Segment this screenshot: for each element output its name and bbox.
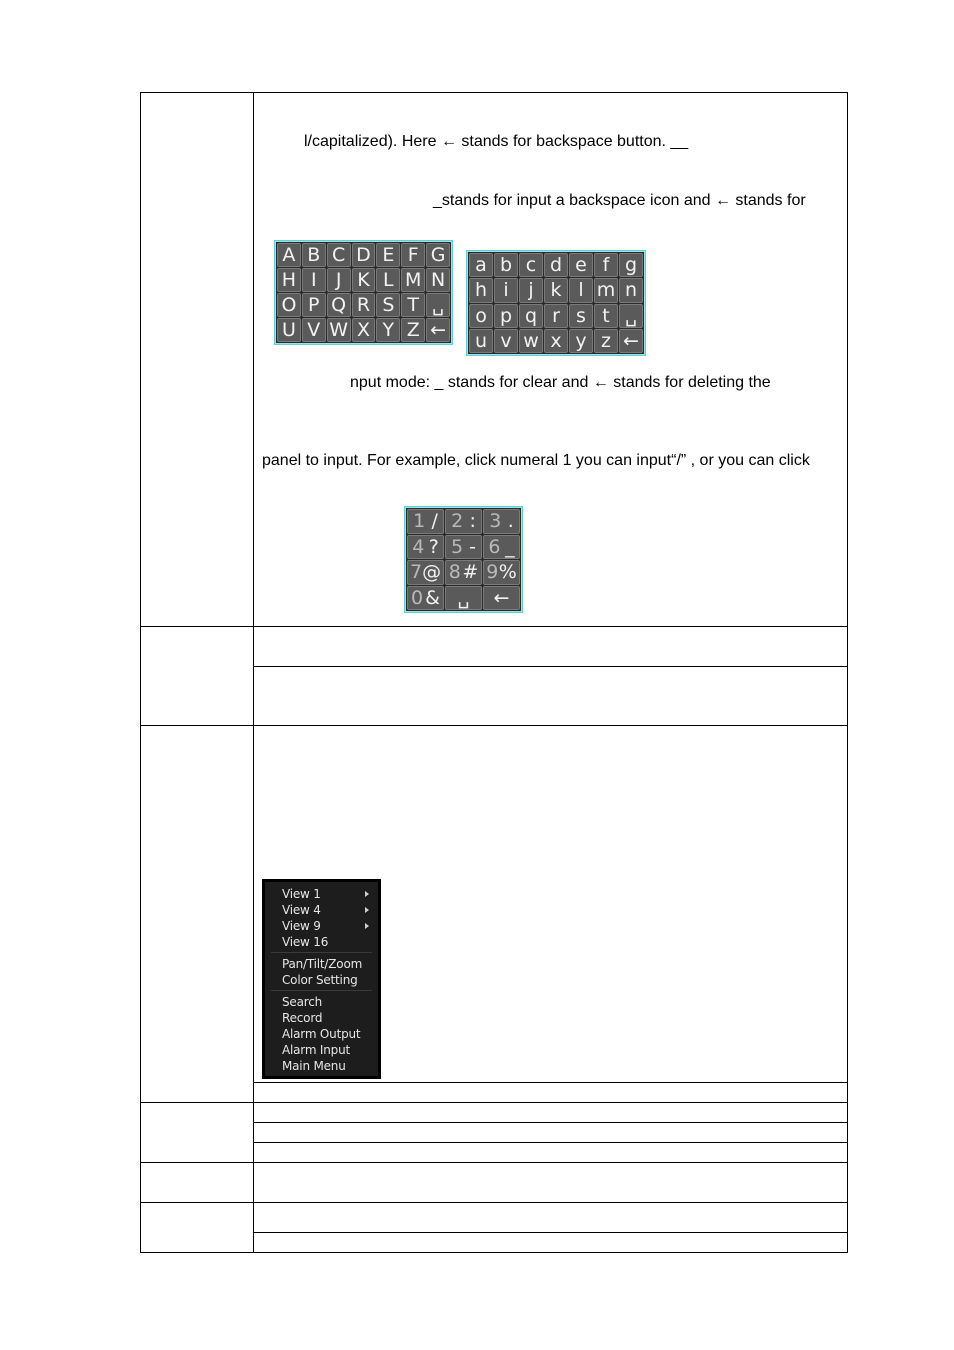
text-line-input-mode: nput mode: _ stands for clear and ← stands for deleting the — [350, 374, 771, 391]
key-primary-char: 7 — [410, 561, 423, 584]
key-T[interactable]: T — [401, 293, 425, 317]
key-B[interactable]: B — [302, 243, 326, 267]
key-3[interactable] — [483, 509, 520, 534]
key-I[interactable]: I — [302, 268, 326, 292]
key-X[interactable]: X — [352, 318, 376, 342]
key-space[interactable]: ␣ — [426, 293, 450, 317]
key-P[interactable]: P — [302, 293, 326, 317]
numeric-keyboard-panel — [404, 506, 523, 613]
key-v[interactable]: v — [494, 329, 518, 353]
menu-separator — [271, 952, 372, 953]
menu-item-label: Alarm Input — [282, 1043, 350, 1057]
key-e[interactable]: e — [569, 253, 593, 277]
key-C[interactable]: C — [327, 243, 351, 267]
key-space[interactable]: ␣ — [619, 304, 643, 328]
context-menu-list — [265, 882, 378, 1076]
text-line-backspace-icon: _stands for input a backspace icon and ← stands for — [433, 192, 806, 209]
menu-item-label: Color Setting — [282, 973, 358, 987]
key-j[interactable]: j — [519, 278, 543, 302]
key-primary-char: 9 — [486, 561, 499, 584]
key-N[interactable]: N — [426, 268, 450, 292]
menu-item-label: View 1 — [282, 887, 321, 901]
row-border — [140, 626, 848, 627]
menu-item-label: View 16 — [282, 935, 329, 949]
key-8[interactable] — [445, 560, 482, 585]
menu-item-view-4[interactable] — [265, 902, 378, 918]
key-J[interactable]: J — [327, 268, 351, 292]
key-5[interactable] — [445, 535, 482, 560]
menu-item-main-menu[interactable] — [265, 1058, 378, 1074]
lowercase-keyboard-panel — [466, 250, 646, 356]
key-l[interactable]: l — [569, 278, 593, 302]
key-secondary-char: . — [507, 510, 514, 533]
key-secondary-char: ← — [493, 586, 510, 609]
key-space[interactable] — [445, 586, 482, 611]
row-border — [253, 1142, 848, 1143]
row-border — [140, 1202, 848, 1203]
key-Y[interactable]: Y — [376, 318, 400, 342]
row-border — [140, 1162, 848, 1163]
key-W[interactable]: W — [327, 318, 351, 342]
key-z[interactable]: z — [594, 329, 618, 353]
key-S[interactable]: S — [376, 293, 400, 317]
key-w[interactable]: w — [519, 329, 543, 353]
key-x[interactable]: x — [544, 329, 568, 353]
menu-item-pan-tilt-zoom[interactable] — [265, 956, 378, 972]
text-line-capitalized: l/capitalized). Here ← stands for backspace button. __ — [304, 133, 689, 150]
key-9[interactable] — [483, 560, 520, 585]
key-d[interactable]: d — [544, 253, 568, 277]
key-i[interactable]: i — [494, 278, 518, 302]
key-o[interactable]: o — [469, 304, 493, 328]
key-primary-char: 6 — [488, 535, 501, 558]
menu-item-label: Record — [282, 1011, 323, 1025]
key-secondary-char: @ — [422, 561, 442, 584]
menu-item-search[interactable] — [265, 994, 378, 1010]
menu-item-label: View 4 — [282, 903, 321, 917]
key-U[interactable]: U — [277, 318, 301, 342]
key-F[interactable]: F — [401, 243, 425, 267]
key-secondary-char: : — [469, 510, 476, 533]
key-k[interactable]: k — [544, 278, 568, 302]
row-border — [140, 1252, 848, 1253]
key-2[interactable] — [445, 509, 482, 534]
key-b[interactable]: b — [494, 253, 518, 277]
menu-item-alarm-input[interactable] — [265, 1042, 378, 1058]
key-primary-char: 1 — [413, 510, 426, 533]
menu-item-view-16[interactable] — [265, 934, 378, 950]
key-q[interactable]: q — [519, 304, 543, 328]
row-border — [253, 1122, 848, 1123]
row-border — [253, 1232, 848, 1233]
key-primary-char: 8 — [448, 561, 461, 584]
key-E[interactable]: E — [376, 243, 400, 267]
menu-item-label: View 9 — [282, 919, 321, 933]
uppercase-keyboard-panel — [274, 240, 453, 345]
column-border — [253, 92, 254, 1253]
submenu-arrow-icon — [365, 907, 369, 913]
key-R[interactable]: R — [352, 293, 376, 317]
key-h[interactable]: h — [469, 278, 493, 302]
row-border — [140, 92, 848, 93]
key-backspace[interactable] — [483, 586, 520, 611]
key-primary-char: 5 — [451, 535, 464, 558]
key-primary-char: 3 — [489, 510, 502, 533]
key-1[interactable] — [407, 509, 444, 534]
key-O[interactable]: O — [277, 293, 301, 317]
column-border — [140, 92, 141, 1253]
key-H[interactable]: H — [277, 268, 301, 292]
menu-item-label: Main Menu — [282, 1059, 346, 1073]
menu-separator — [271, 990, 372, 991]
key-7[interactable] — [407, 560, 444, 585]
menu-item-view-9[interactable] — [265, 918, 378, 934]
key-p[interactable]: p — [494, 304, 518, 328]
key-4[interactable] — [407, 535, 444, 560]
key-D[interactable]: D — [352, 243, 376, 267]
key-secondary-char: % — [498, 561, 517, 584]
key-Z[interactable]: Z — [401, 318, 425, 342]
key-n[interactable]: n — [619, 278, 643, 302]
key-secondary-char: & — [425, 586, 440, 609]
key-secondary-char: - — [469, 535, 476, 558]
column-border — [847, 92, 848, 1253]
key-Q[interactable]: Q — [327, 293, 351, 317]
key-primary-char: 4 — [412, 535, 425, 558]
key-secondary-char: _ — [505, 535, 515, 558]
key-t[interactable]: t — [594, 304, 618, 328]
key-K[interactable]: K — [352, 268, 376, 292]
key-primary-char: 2 — [451, 510, 464, 533]
row-border — [140, 725, 848, 726]
row-border — [253, 666, 848, 667]
key-r[interactable]: r — [544, 304, 568, 328]
key-secondary-char: # — [462, 561, 479, 584]
key-backspace[interactable]: ← — [619, 329, 643, 353]
text-line-panel-input: panel to input. For example, click numeral 1 you can input“/” , or you can click — [262, 452, 810, 469]
key-f[interactable]: f — [594, 253, 618, 277]
submenu-arrow-icon — [365, 891, 369, 897]
key-a[interactable]: a — [469, 253, 493, 277]
key-c[interactable]: c — [519, 253, 543, 277]
key-primary-char: 0 — [411, 586, 424, 609]
key-g[interactable]: g — [619, 253, 643, 277]
menu-item-record[interactable] — [265, 1010, 378, 1026]
menu-item-label: Search — [282, 995, 323, 1009]
menu-item-label: Alarm Output — [282, 1027, 361, 1041]
menu-item-view-1[interactable] — [265, 886, 378, 902]
key-secondary-char: ? — [428, 535, 439, 558]
key-m[interactable]: m — [594, 278, 618, 302]
key-s[interactable]: s — [569, 304, 593, 328]
right-click-context-menu — [262, 879, 381, 1079]
key-backspace[interactable]: ← — [426, 318, 450, 342]
key-G[interactable]: G — [426, 243, 450, 267]
key-u[interactable]: u — [469, 329, 493, 353]
key-0[interactable] — [407, 586, 444, 611]
key-A[interactable]: A — [277, 243, 301, 267]
menu-item-alarm-output[interactable] — [265, 1026, 378, 1042]
menu-item-color-setting[interactable] — [265, 972, 378, 988]
key-secondary-char: ␣ — [457, 586, 470, 609]
menu-item-label: Pan/Tilt/Zoom — [282, 957, 363, 971]
key-M[interactable]: M — [401, 268, 425, 292]
key-y[interactable]: y — [569, 329, 593, 353]
key-6[interactable] — [483, 535, 520, 560]
key-secondary-char: / — [431, 510, 438, 533]
row-border — [140, 1102, 848, 1103]
key-L[interactable]: L — [376, 268, 400, 292]
key-V[interactable]: V — [302, 318, 326, 342]
submenu-arrow-icon — [365, 923, 369, 929]
row-border — [253, 1082, 848, 1083]
